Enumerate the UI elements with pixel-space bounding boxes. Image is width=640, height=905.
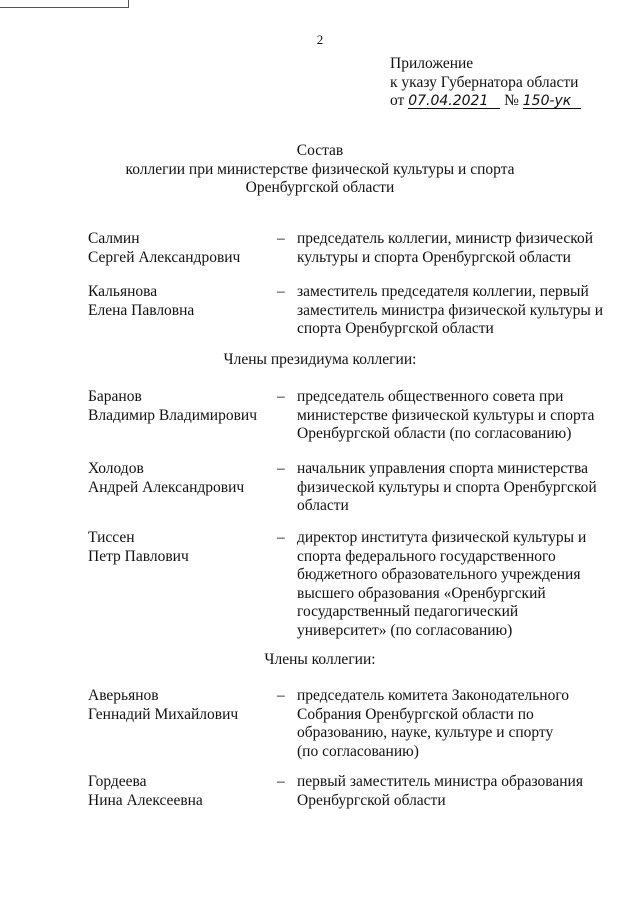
member-surname: Салмин bbox=[88, 230, 140, 247]
number-prefix: № bbox=[504, 92, 519, 109]
page-number: 2 bbox=[316, 32, 324, 47]
member-given-names: Петр Павлович bbox=[88, 547, 189, 565]
member-name bbox=[88, 529, 189, 566]
member-position: председатель комитета Законодательного Собрания Оренбургской области по образованию, науке, культуре и спорту (по согласованию) bbox=[297, 687, 570, 760]
member-given-names: Нина Алексеевна bbox=[88, 791, 203, 809]
member-position: директор института физической культуры и спорта федерального государственного бюджетного образовательного учреждения высшего образования «Оренбургский государственный педагогический университет» (по согласованию) bbox=[297, 529, 587, 639]
member-name bbox=[88, 773, 203, 810]
member-given-names: Андрей Александрович bbox=[88, 478, 245, 496]
title-line: коллегии при министерстве физической культуры и спорта bbox=[125, 160, 515, 178]
member-name bbox=[88, 388, 257, 425]
document-title bbox=[0, 142, 640, 198]
scan-edge-mark bbox=[0, 0, 129, 8]
dash: – bbox=[277, 388, 285, 405]
member-name bbox=[88, 687, 238, 724]
title-line: Состав bbox=[296, 142, 344, 159]
dash: – bbox=[277, 230, 285, 247]
dash: – bbox=[277, 529, 285, 546]
appendix-date-line bbox=[390, 92, 581, 111]
handwritten-date: 07.04.2021 bbox=[408, 94, 500, 109]
member-name bbox=[88, 283, 194, 320]
member-surname: Аверьянов bbox=[88, 687, 159, 704]
member-surname: Гордеева bbox=[88, 773, 147, 790]
member-position: первый заместитель министра образования Оренбургской области bbox=[297, 773, 583, 809]
member-position: начальник управления спорта министерства физической культуры и спорта Оренбургской области bbox=[297, 460, 597, 514]
member-position: заместитель председателя коллегии, первый заместитель министра физической культуры и спорта Оренбургской области bbox=[297, 283, 604, 337]
member-given-names: Елена Павловна bbox=[88, 301, 195, 319]
member-given-names: Сергей Александрович bbox=[88, 248, 241, 266]
member-name bbox=[88, 230, 240, 267]
date-prefix: от bbox=[390, 92, 405, 109]
member-given-names: Геннадий Михайлович bbox=[88, 705, 239, 723]
dash: – bbox=[277, 773, 285, 790]
dash: – bbox=[277, 460, 285, 477]
member-surname: Тиссен bbox=[88, 529, 135, 546]
member-surname: Баранов bbox=[88, 388, 142, 405]
appendix-header bbox=[390, 55, 581, 111]
member-surname: Кальянова bbox=[88, 283, 158, 300]
member-given-names: Владимир Владимирович bbox=[88, 406, 258, 424]
member-name bbox=[88, 460, 244, 497]
member-surname: Холодов bbox=[88, 460, 144, 477]
dash: – bbox=[277, 687, 285, 704]
member-position: председатель общественного совета при министерстве физической культуры и спорта Оренбургской области (по согласованию) bbox=[297, 388, 595, 442]
appendix-line: к указу Губернатора области bbox=[390, 73, 579, 91]
title-line: Оренбургской области bbox=[245, 179, 395, 196]
appendix-line: Приложение bbox=[390, 55, 474, 72]
presidium-heading: Члены президиума коллегии: bbox=[223, 351, 417, 368]
dash: – bbox=[277, 283, 285, 300]
member-position: председатель коллегии, министр физической культуры и спорта Оренбургской области bbox=[297, 230, 594, 266]
handwritten-number: 150-ук bbox=[523, 94, 581, 109]
members-heading: Члены коллегии: bbox=[264, 651, 376, 668]
